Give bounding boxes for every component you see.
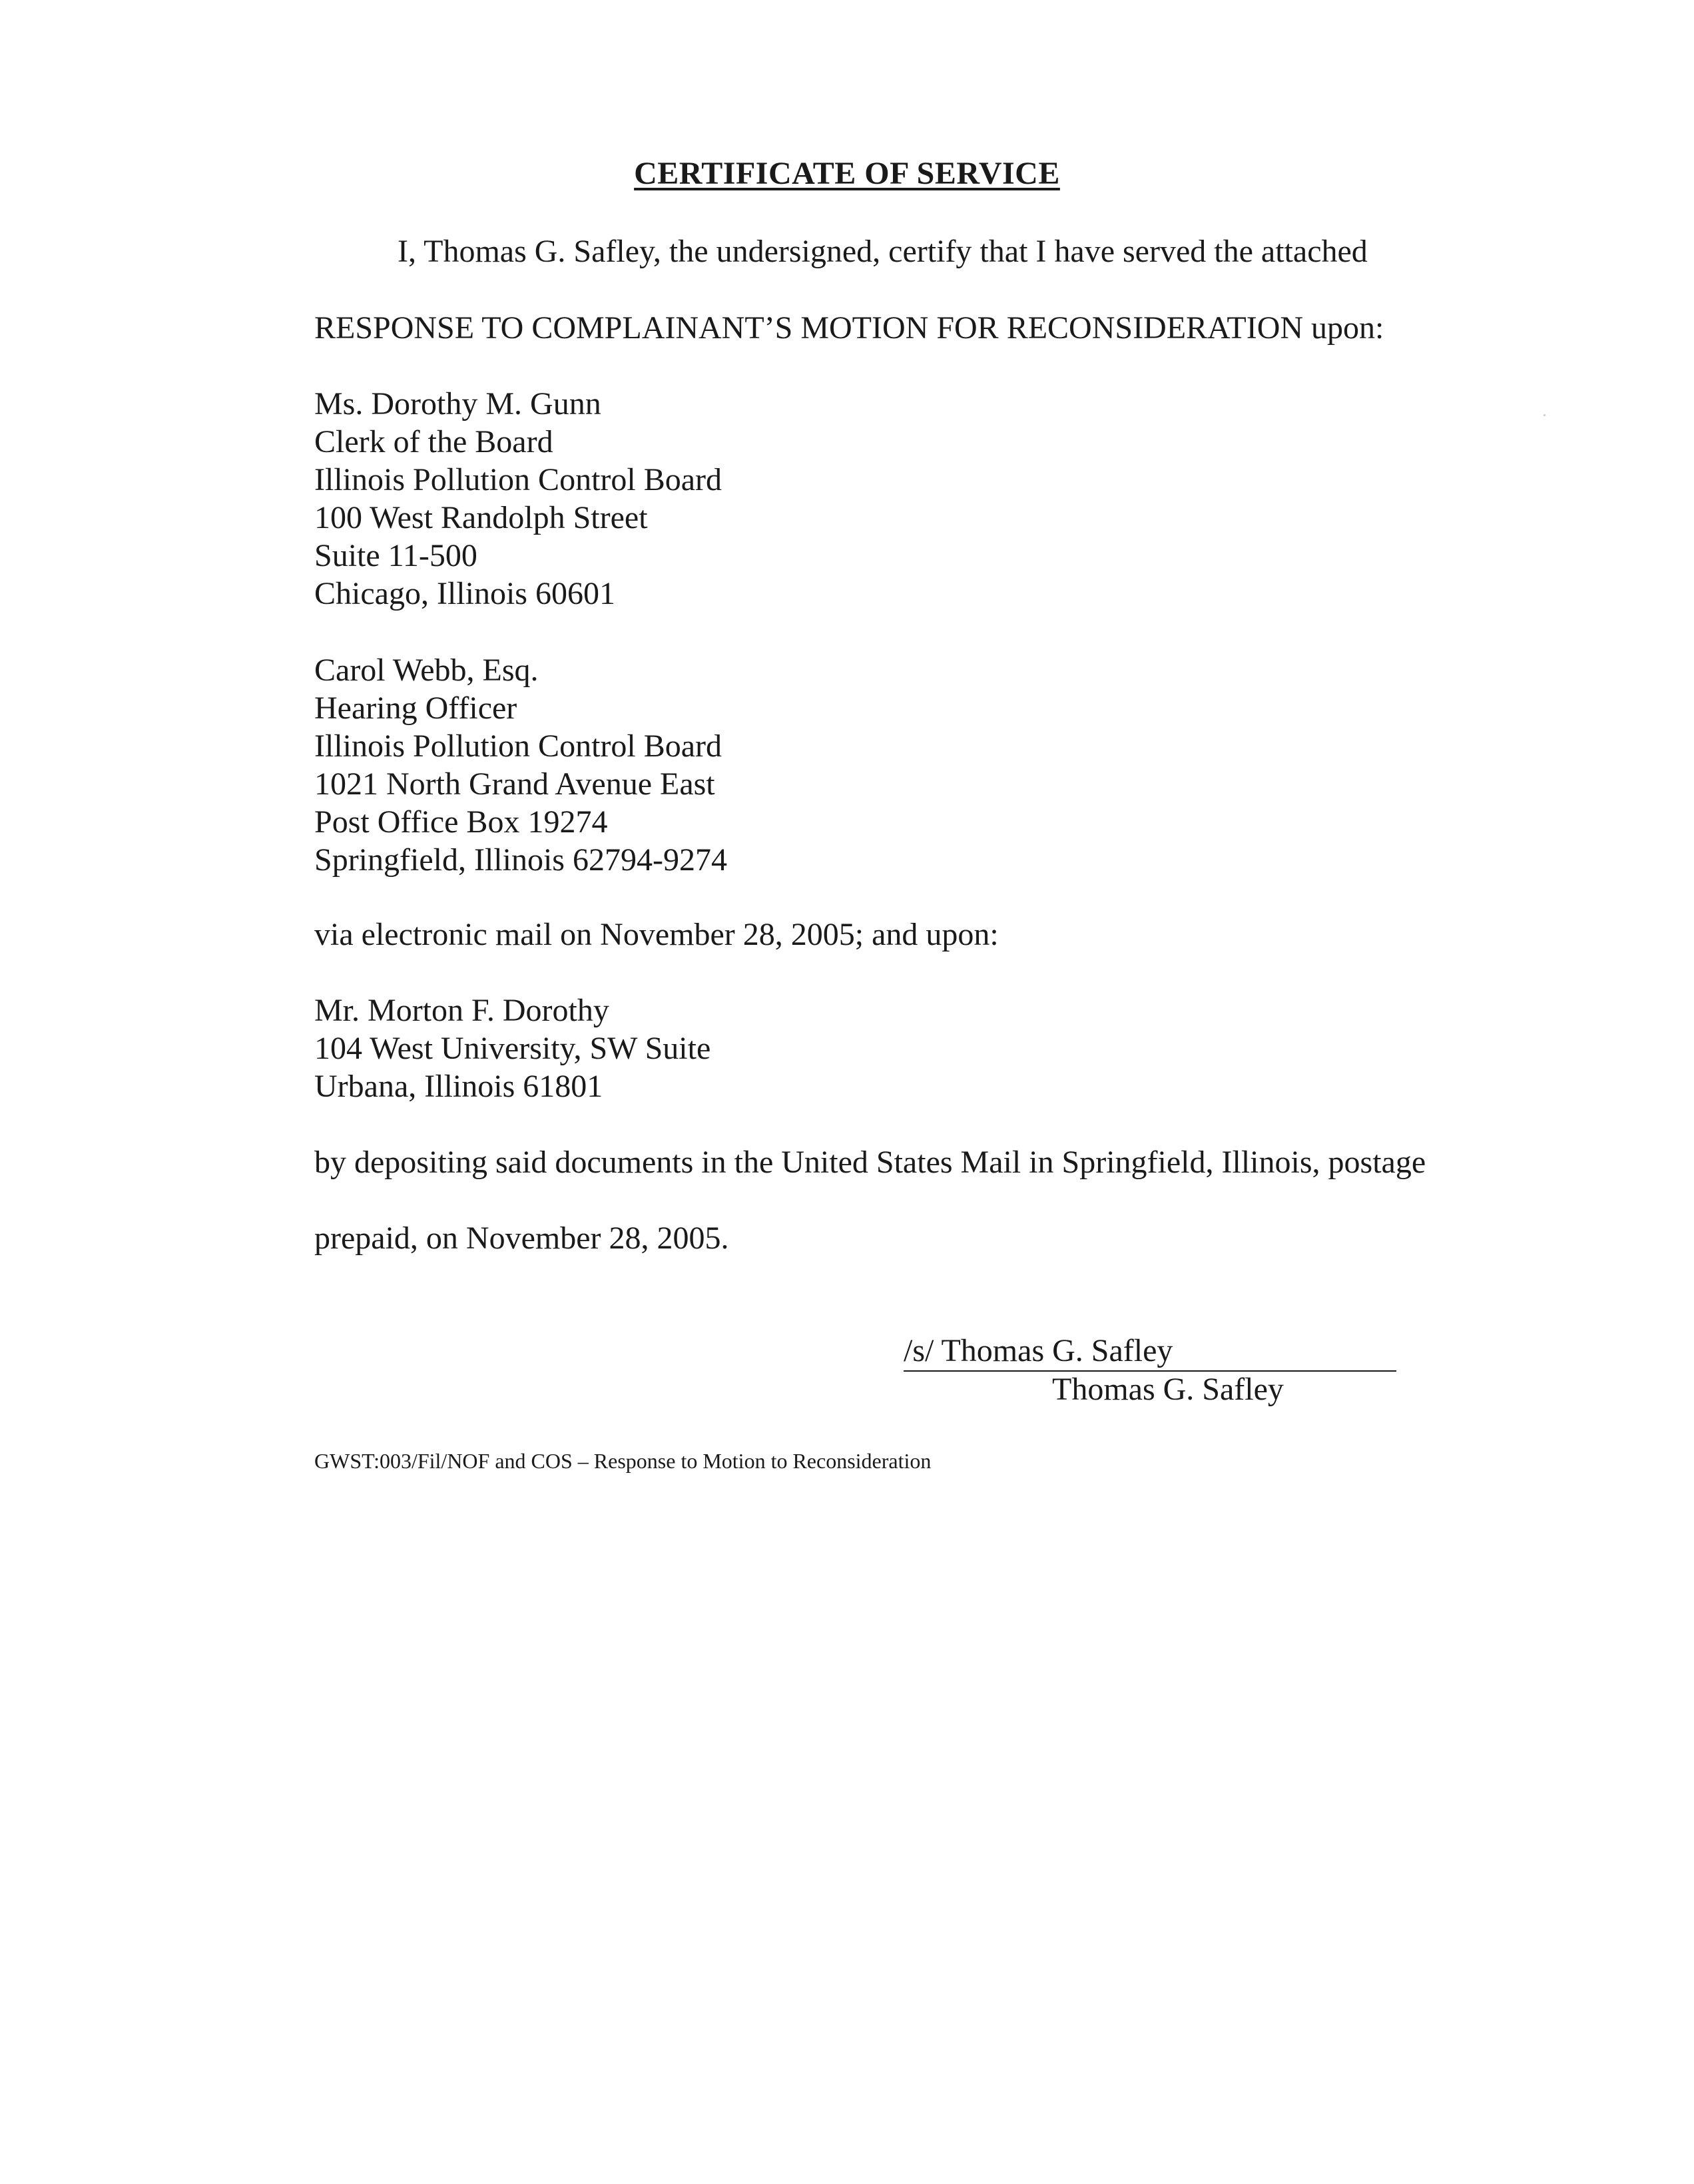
- address-line: Post Office Box 19274: [314, 804, 608, 840]
- signer-name: Thomas G. Safley: [1052, 1372, 1284, 1407]
- recipient-address-1: [314, 385, 722, 613]
- mail-line-2: prepaid, on November 28, 2005.: [314, 1221, 729, 1256]
- address-line: Springfield, Illinois 62794-9274: [314, 842, 727, 878]
- signature-line: [904, 1332, 1396, 1372]
- address-line: 104 West University, SW Suite: [314, 1031, 711, 1066]
- address-line: Chicago, Illinois 60601: [314, 576, 615, 611]
- footer-reference: GWST:003/Fil/NOF and COS – Response to Motion to Reconsideration: [314, 1449, 932, 1473]
- address-line: Clerk of the Board: [314, 424, 553, 459]
- scan-speck: [1544, 414, 1546, 416]
- intro-line-1: I, Thomas G. Safley, the undersigned, certify that I have served the attached: [398, 234, 1368, 269]
- recipient-address-3: [314, 991, 710, 1105]
- address-line: Carol Webb, Esq.: [314, 653, 539, 688]
- address-line: Illinois Pollution Control Board: [314, 728, 722, 764]
- intro-line-2: RESPONSE TO COMPLAINANT’S MOTION FOR RECONSIDERATION upon:: [314, 310, 1384, 346]
- address-line: 1021 North Grand Avenue East: [314, 766, 715, 802]
- address-line: Urbana, Illinois 61801: [314, 1069, 603, 1104]
- address-line: Suite 11-500: [314, 538, 477, 573]
- electronic-signature: /s/ Thomas G. Safley: [904, 1333, 1173, 1368]
- address-line: 100 West Randolph Street: [314, 500, 648, 535]
- document-title: CERTIFICATE OF SERVICE: [634, 156, 1060, 191]
- address-line: Mr. Morton F. Dorothy: [314, 993, 609, 1028]
- via-email-line: via electronic mail on November 28, 2005; and upon:: [314, 917, 999, 952]
- mail-line-1: by depositing said documents in the United States Mail in Springfield, Illinois, postage: [314, 1145, 1426, 1180]
- address-line: Hearing Officer: [314, 690, 517, 726]
- address-line: Illinois Pollution Control Board: [314, 462, 722, 497]
- address-line: Ms. Dorothy M. Gunn: [314, 386, 601, 421]
- recipient-address-2: [314, 651, 727, 879]
